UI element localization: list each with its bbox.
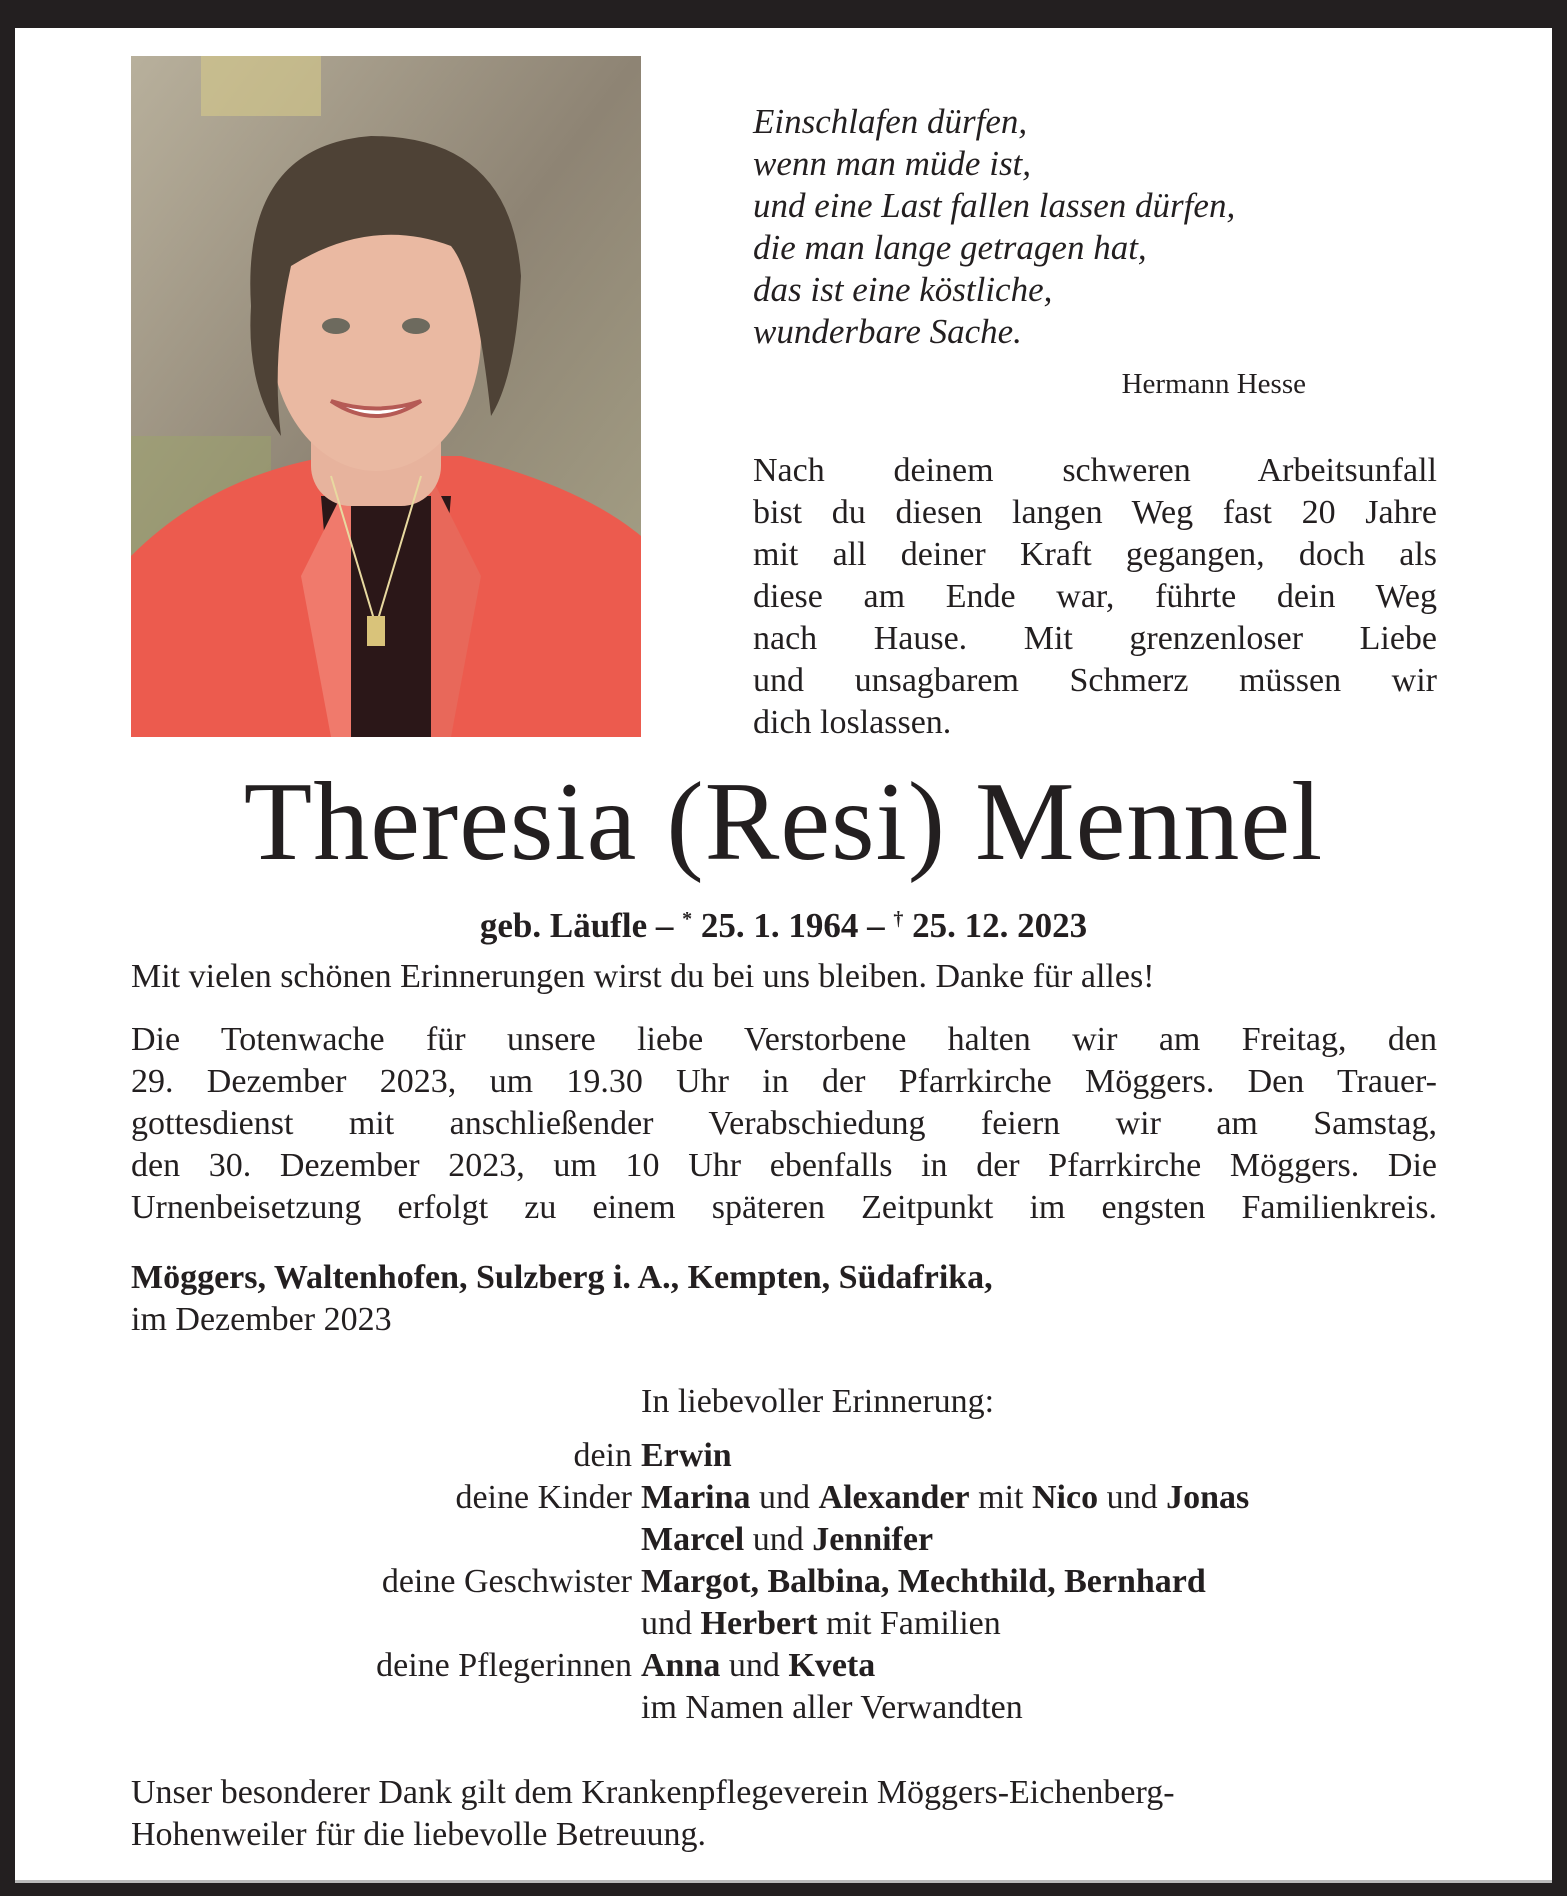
text-line: den 30. Dezember 2023, um 10 Uhr ebenfalls in der Pfarrkirche Möggers. Die (131, 1147, 1437, 1184)
mourner-name: Erwin (641, 1437, 732, 1474)
connector-text: und (750, 1479, 819, 1516)
mourner-name: Jennifer (812, 1521, 934, 1558)
text-line: 29. Dezember 2023, um 19.30 Uhr in der Pfarrkirche Möggers. Den Trauer- (131, 1063, 1437, 1100)
connector-text: und (641, 1605, 701, 1642)
relation-label (131, 1519, 641, 1561)
mourners-list (131, 1435, 1249, 1729)
birth-symbol: * (682, 908, 693, 930)
poem-author: Hermann Hesse (1121, 368, 1306, 400)
text-line: nach Hause. Mit grenzenloser Liebe (753, 620, 1437, 657)
relation-label: deine Pflegerinnen (376, 1647, 632, 1684)
intro-paragraph (753, 450, 1437, 744)
poem-line: Einschlafen dürfen, (753, 102, 1028, 141)
mourner-name: Anna (641, 1647, 721, 1684)
poem-line: und eine Last fallen lassen dürfen, (753, 186, 1236, 225)
mourner-names (641, 1519, 933, 1561)
text-line: Die Totenwache für unsere liebe Verstorbene halten wir am Freitag, den (131, 1021, 1437, 1058)
text-line: diese am Ende war, führte dein Weg (753, 578, 1437, 615)
mourner-names (641, 1645, 875, 1687)
portrait-photo (131, 56, 641, 737)
mourner-names (641, 1687, 1023, 1729)
death-cross-icon: † (893, 908, 904, 930)
born-name: geb. Läufle (479, 906, 648, 945)
death-date: 25. 12. 2023 (903, 906, 1088, 945)
poem-line: das ist eine köstliche, (753, 270, 1053, 309)
mourner-row (131, 1435, 1249, 1477)
mourner-name: Margot, Balbina, Mechthild, Bernhard (641, 1563, 1206, 1600)
text-line: Nach deinem schweren Arbeitsunfall (753, 452, 1437, 489)
mourner-row (131, 1645, 1249, 1687)
mourner-names (641, 1477, 1249, 1519)
mourner-names (641, 1435, 732, 1477)
connector-text: mit Familien (817, 1605, 1001, 1642)
text-line: Urnenbeisetzung erfolgt zu einem späteren Zeitpunkt im engsten Familienkreis. (131, 1189, 1437, 1226)
connector-text: und (744, 1521, 813, 1558)
text-line: Hohenweiler für die liebevolle Betreuung. (131, 1816, 706, 1853)
connector-text: und (720, 1647, 789, 1684)
mourner-name: Herbert (700, 1605, 818, 1642)
text-line: Unser besonderer Dank gilt dem Krankenpflegeverein Möggers-Eichenberg- (131, 1774, 1175, 1811)
mourner-row (131, 1687, 1249, 1729)
relation-label: deine Geschwister (381, 1563, 632, 1600)
poem-line: die man lange getragen hat, (753, 228, 1147, 267)
text-line: gottesdienst mit anschließender Verabschiedung feiern wir am Samstag, (131, 1105, 1437, 1142)
poem-line: wunderbare Sache. (753, 312, 1022, 351)
birth-date: 25. 1. 1964 (692, 906, 859, 945)
mourner-row (131, 1519, 1249, 1561)
text-line: dich loslassen. (753, 704, 952, 741)
separator: – (647, 906, 683, 945)
mourner-name: Nico (1031, 1479, 1099, 1516)
relation-label: deine Kinder (455, 1479, 632, 1516)
connector-text: mit (969, 1479, 1032, 1516)
poem-line: wenn man müde ist, (753, 144, 1032, 183)
connector-text: und (1098, 1479, 1167, 1516)
places: Möggers, Waltenhofen, Sulzberg i. A., Kempten, Südafrika, (131, 1259, 993, 1296)
mourner-name: Alexander (818, 1479, 970, 1516)
relation-label (131, 1603, 641, 1645)
relation-label: dein (573, 1437, 632, 1474)
mourner-row (131, 1477, 1249, 1519)
places-block (131, 1257, 993, 1341)
mourner-names (641, 1561, 1206, 1603)
poem (753, 101, 1235, 353)
mourner-row (131, 1603, 1249, 1645)
separator: – (858, 906, 894, 945)
memories-text: Mit vielen schönen Erinnerungen wirst du bei uns bleiben. Danke für alles! (131, 958, 1155, 995)
text-line: bist du diesen langen Weg fast 20 Jahre (753, 494, 1437, 531)
service-paragraph (131, 1019, 1437, 1229)
text-line: und unsagbarem Schmerz müssen wir (753, 662, 1437, 699)
thanks-paragraph (131, 1772, 1437, 1856)
mourner-name: Kveta (788, 1647, 876, 1684)
mourner-name: Marcel (641, 1521, 745, 1558)
relation-label (131, 1687, 641, 1729)
mourner-name: Marina (641, 1479, 751, 1516)
date-line: im Dezember 2023 (131, 1301, 392, 1338)
connector-text: im Namen aller Verwandten (641, 1689, 1023, 1726)
text-line: mit all deiner Kraft gegangen, doch als (753, 536, 1437, 573)
mourner-names (641, 1603, 1001, 1645)
mourner-name: Jonas (1166, 1479, 1250, 1516)
mourner-row (131, 1561, 1249, 1603)
mourners-heading: In liebevoller Erinnerung: (641, 1383, 995, 1420)
life-dates (0, 898, 1567, 947)
deceased-name: Theresia (Resi) Mennel (243, 760, 1324, 884)
